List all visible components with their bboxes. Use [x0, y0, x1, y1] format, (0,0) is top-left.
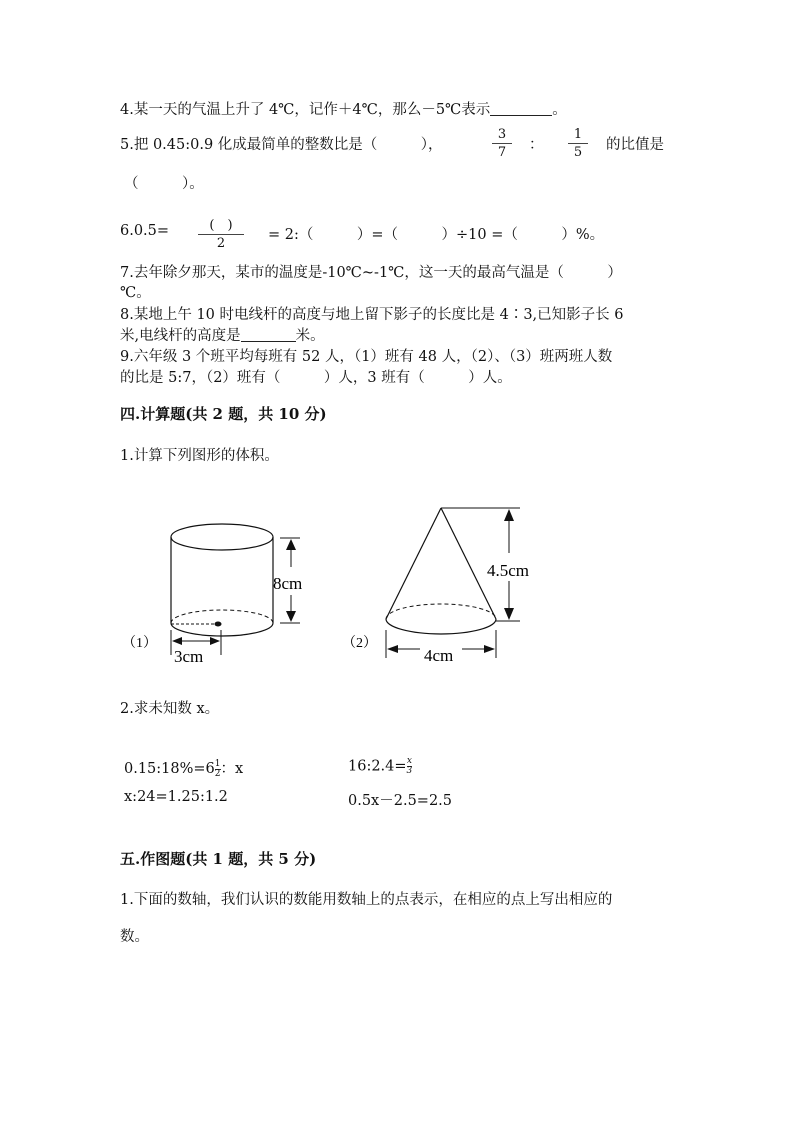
cylinder-center-dot — [215, 622, 222, 627]
figure-2-label: （2） — [342, 636, 377, 651]
fraction-numerator: 1 — [573, 127, 583, 142]
cylinder-figure — [122, 524, 302, 666]
cylinder-bottom-back — [171, 610, 273, 623]
arrowhead — [172, 637, 182, 645]
question-7-line-1: 7.去年除夕那天，某市的温度是-10℃~-1℃，这一天的最高气温是（ ） — [120, 265, 622, 281]
cylinder-radius-label: 3cm — [174, 647, 204, 666]
equation-4: 0.5x－2.5=2.5 — [348, 793, 453, 809]
fraction-bar — [492, 143, 512, 144]
fraction-denominator: 3 — [406, 766, 413, 776]
question-9-line-1: 9.六年级 3 个班平均每班有 52 人，（1）班有 48 人，（2）、（3）班两班人数 — [120, 349, 613, 365]
geometry-figures — [110, 495, 550, 675]
arrowhead — [504, 608, 514, 620]
fraction-3-7 — [492, 127, 512, 160]
fraction-numerator: 3 — [497, 127, 507, 142]
question-4 — [120, 98, 567, 119]
question-8-text: 米,电线杆的高度是 — [120, 328, 241, 344]
fraction-blank-over-2 — [198, 214, 244, 251]
fraction-numerator: x — [406, 756, 412, 766]
question-8-line-2 — [120, 324, 325, 345]
question-7-line-2: ℃。 — [120, 285, 151, 301]
equation-1-left: 0.15:18%=6 — [124, 761, 215, 777]
fraction-denominator: 2 — [214, 768, 221, 779]
cone-height-label: 4.5cm — [487, 561, 530, 580]
cone-base-back — [386, 604, 496, 619]
question-5-line-1: 5.把 0.45:0.9 化成最简单的整数比是（ ）， — [120, 137, 443, 153]
ratio-colon: ： — [529, 137, 544, 153]
draw-question-1-line-1: 1.下面的数轴，我们认识的数能用数轴上的点表示，在相应的点上写出相应的 — [120, 892, 613, 908]
question-9-line-2: 的比是 5:7，（2）班有（ ）人，3 班有（ ）人。 — [120, 370, 512, 386]
cone-left-slant — [386, 508, 441, 619]
question-6-rest: = 2:（ ）=（ ）÷10 =（ ）%。 — [268, 227, 605, 243]
fraction-numerator: ( ) — [209, 218, 233, 233]
question-5-line-2: （ ）。 — [124, 176, 204, 192]
arrowhead — [484, 645, 495, 653]
cylinder-bottom-front — [171, 623, 273, 636]
equation-1 — [124, 757, 243, 779]
calc-question-1: 1.计算下列图形的体积。 — [120, 448, 279, 464]
x-over-3-fraction — [407, 757, 413, 776]
question-6-start: 6.0.5= — [120, 223, 170, 239]
cylinder-top-ellipse — [171, 524, 273, 550]
arrowhead — [286, 611, 296, 622]
equation-2-left: 16:2.4= — [348, 758, 407, 775]
draw-question-1-line-2: 数。 — [120, 929, 149, 945]
arrowhead — [387, 645, 398, 653]
fraction-bar — [568, 143, 588, 144]
equation-2 — [348, 757, 412, 776]
cone-base-front — [386, 619, 496, 634]
equation-1-right: ：x — [220, 761, 244, 777]
section-4-title: 四.计算题(共 2 题，共 10 分) — [120, 405, 327, 423]
cone-diameter-label: 4cm — [424, 646, 454, 665]
cone-figure — [342, 508, 529, 665]
figure-1-label: （1） — [122, 636, 157, 651]
answer-blank[interactable] — [490, 101, 552, 116]
calc-question-2: 2.求未知数 x。 — [120, 701, 220, 717]
answer-blank[interactable] — [241, 327, 296, 342]
arrowhead — [210, 637, 220, 645]
question-4-text: 4.某一天的气温上升了 4℃，记作＋4℃，那么－5℃表示 — [120, 102, 491, 118]
fraction-denominator: 2 — [216, 236, 226, 251]
section-5-title: 五.作图题(共 1 题，共 5 分) — [120, 850, 317, 868]
equation-3: x:24=1.25:1.2 — [124, 789, 228, 805]
question-5-tail: 的比值是 — [606, 137, 664, 153]
cylinder-height-label: 8cm — [273, 574, 303, 593]
question-4-end: 。 — [552, 102, 567, 118]
question-8-line-1: 8.某地上午 10 时电线杆的高度与地上留下影子的长度比是 4∶3,已知影子长 6 — [120, 307, 624, 323]
fraction-numerator: 1 — [214, 758, 221, 769]
question-8-end: 米。 — [295, 328, 325, 344]
arrowhead — [286, 539, 296, 550]
fraction-denominator: 7 — [497, 145, 507, 160]
fraction-1-5 — [568, 127, 588, 160]
arrowhead — [504, 509, 514, 521]
fraction-bar — [198, 234, 244, 235]
fraction-denominator: 5 — [573, 145, 583, 160]
